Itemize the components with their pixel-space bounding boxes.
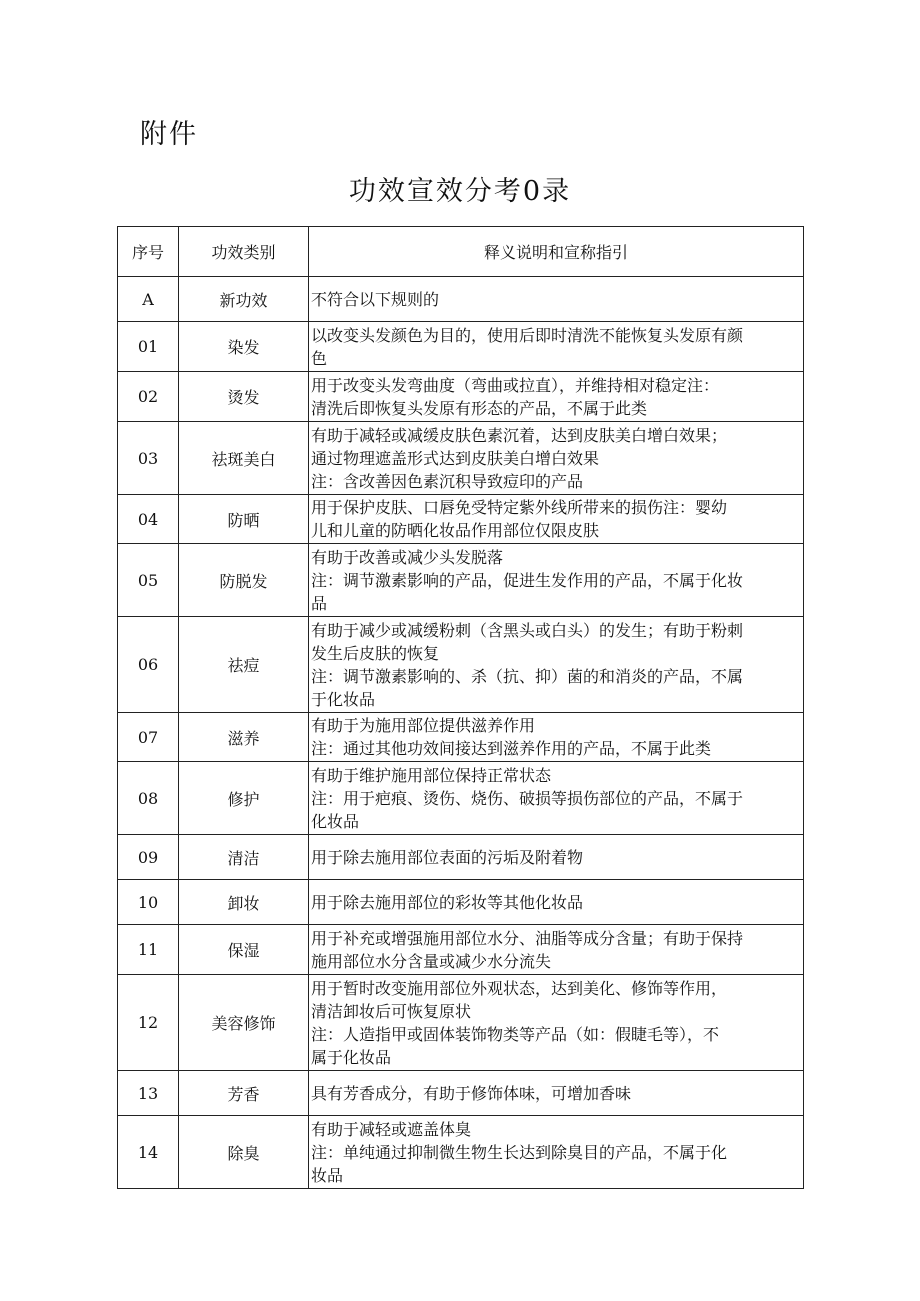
table-row xyxy=(118,495,804,544)
row-description xyxy=(309,422,804,495)
row-serial-number: 03 xyxy=(118,422,179,495)
row-description xyxy=(309,880,804,925)
description-line: 儿和儿童的防晒化妆品作用部位仅限皮肤 xyxy=(311,521,600,540)
description-line: 有助于减少或减缓粉刺（含黑头或白头）的发生；有助于粉刺 xyxy=(311,620,744,640)
description-line: 有助于减轻或遮盖体臭 xyxy=(311,1119,472,1139)
row-serial-number: 08 xyxy=(118,762,179,835)
header-description: 释义说明和宣称指引 xyxy=(309,227,804,277)
description-line: 用于改变头发弯曲度（弯曲或拉直），并维持相对稳定注： xyxy=(311,375,720,395)
description-line: 清洁卸妆后可恢复原状 xyxy=(311,1001,472,1021)
row-description xyxy=(309,372,804,422)
description-line: 通过物理遮盖形式达到皮肤美白增白效果 xyxy=(311,448,600,468)
row-description xyxy=(309,495,804,544)
description-line: 用于暂时改变施用部位外观状态，达到美化、修饰等作用， xyxy=(311,978,728,998)
description-line: 以改变头发颜色为目的，使用后即时清洗不能恢复头发原有颜 xyxy=(311,325,744,345)
description-line: 注：人造指甲或固体装饰物类等产品（如：假睫毛等），不 xyxy=(311,1024,720,1044)
table-row xyxy=(118,925,804,975)
row-serial-number: 09 xyxy=(118,835,179,880)
table-row xyxy=(118,544,804,617)
table-row xyxy=(118,422,804,495)
row-serial-number: A xyxy=(118,277,179,322)
table-body xyxy=(118,277,804,1189)
table-row xyxy=(118,975,804,1071)
row-description xyxy=(309,1071,804,1116)
row-efficacy-category: 美容修饰 xyxy=(179,975,309,1071)
document-title: 功效宣效分考0录 xyxy=(348,176,572,207)
description-line: 发生后皮肤的恢复 xyxy=(311,643,440,663)
table-row xyxy=(118,322,804,372)
row-description xyxy=(309,617,804,713)
table-row xyxy=(118,835,804,880)
row-description xyxy=(309,975,804,1071)
description-line: 清洗后即恢复头发原有形态的产品，不属于此类 xyxy=(311,398,648,418)
efficacy-claims-table xyxy=(117,226,804,1189)
row-description xyxy=(309,925,804,975)
row-serial-number: 06 xyxy=(118,617,179,713)
table-row xyxy=(118,880,804,925)
row-efficacy-category: 防晒 xyxy=(179,495,309,544)
description-line: 用于补充或增强施用部位水分、油脂等成分含量；有助于保持 xyxy=(311,928,744,948)
row-efficacy-category: 祛斑美白 xyxy=(179,422,309,495)
description-line: 有助于为施用部位提供滋养作用 xyxy=(311,716,536,735)
description-line: 化妆品 xyxy=(311,811,360,831)
description-line: 妆品 xyxy=(311,1165,344,1185)
description-line: 不符合以下规则的 xyxy=(311,289,440,309)
description-line: 注：用于疤痕、烫伤、烧伤、破损等损伤部位的产品，不属于 xyxy=(311,788,744,808)
description-line: 注：调节激素影响的、杀（抗、抑）菌的和消炎的产品，不属 xyxy=(311,666,744,686)
description-line: 有助于改善或减少头发脱落 xyxy=(311,547,504,567)
row-efficacy-category: 烫发 xyxy=(179,372,309,422)
row-serial-number: 12 xyxy=(118,975,179,1071)
row-efficacy-category: 祛痘 xyxy=(179,617,309,713)
row-description xyxy=(309,1116,804,1189)
row-description xyxy=(309,713,804,762)
row-efficacy-category: 芳香 xyxy=(179,1071,309,1116)
row-serial-number: 05 xyxy=(118,544,179,617)
description-line: 具有芳香成分，有助于修饰体味，可增加香味 xyxy=(311,1083,632,1103)
description-line: 注：含改善因色素沉积导致痘印的产品 xyxy=(311,471,584,491)
header-serial-number: 序号 xyxy=(118,227,179,277)
row-description xyxy=(309,277,804,322)
table-header-row xyxy=(118,227,804,277)
row-serial-number: 01 xyxy=(118,322,179,372)
description-line: 注：调节激素影响的产品，促进生发作用的产品，不属于化妆 xyxy=(311,570,744,590)
table-row xyxy=(118,372,804,422)
row-efficacy-category: 清洁 xyxy=(179,835,309,880)
row-efficacy-category: 卸妆 xyxy=(179,880,309,925)
description-line: 用于除去施用部位的彩妆等其他化妆品 xyxy=(311,892,584,912)
description-line: 有助于维护施用部位保持正常状态 xyxy=(311,765,552,785)
table-row xyxy=(118,1071,804,1116)
row-description xyxy=(309,322,804,372)
description-line: 注：通过其他功效间接达到滋养作用的产品，不属于此类 xyxy=(311,739,712,758)
row-serial-number: 04 xyxy=(118,495,179,544)
description-line: 色 xyxy=(311,348,328,368)
table-row xyxy=(118,713,804,762)
header-efficacy-category: 功效类别 xyxy=(179,227,309,277)
row-efficacy-category: 保湿 xyxy=(179,925,309,975)
table-row xyxy=(118,277,804,322)
description-line: 用于保护皮肤、口唇免受特定紫外线所带来的损伤注：婴幼 xyxy=(311,498,728,517)
description-line: 有助于减轻或减缓皮肤色素沉着，达到皮肤美白增白效果； xyxy=(311,425,728,445)
row-efficacy-category: 防脱发 xyxy=(179,544,309,617)
description-line: 品 xyxy=(311,593,328,613)
table-row xyxy=(118,762,804,835)
description-line: 属于化妆品 xyxy=(311,1047,392,1067)
row-efficacy-category: 滋养 xyxy=(179,713,309,762)
table-row xyxy=(118,617,804,713)
row-efficacy-category: 染发 xyxy=(179,322,309,372)
description-line: 于化妆品 xyxy=(311,689,376,709)
row-efficacy-category: 修护 xyxy=(179,762,309,835)
row-efficacy-category: 除臭 xyxy=(179,1116,309,1189)
row-description xyxy=(309,762,804,835)
row-description xyxy=(309,544,804,617)
row-serial-number: 13 xyxy=(118,1071,179,1116)
row-serial-number: 10 xyxy=(118,880,179,925)
description-line: 注：单纯通过抑制微生物生长达到除臭目的产品，不属于化 xyxy=(311,1142,728,1162)
table-row xyxy=(118,1116,804,1189)
row-description xyxy=(309,835,804,880)
row-serial-number: 02 xyxy=(118,372,179,422)
description-line: 施用部位水分含量或减少水分流失 xyxy=(311,951,552,971)
row-serial-number: 11 xyxy=(118,925,179,975)
annex-label: 附件 xyxy=(140,119,198,150)
row-serial-number: 14 xyxy=(118,1116,179,1189)
row-efficacy-category: 新功效 xyxy=(179,277,309,322)
description-line: 用于除去施用部位表面的污垢及附着物 xyxy=(311,847,584,867)
row-serial-number: 07 xyxy=(118,713,179,762)
